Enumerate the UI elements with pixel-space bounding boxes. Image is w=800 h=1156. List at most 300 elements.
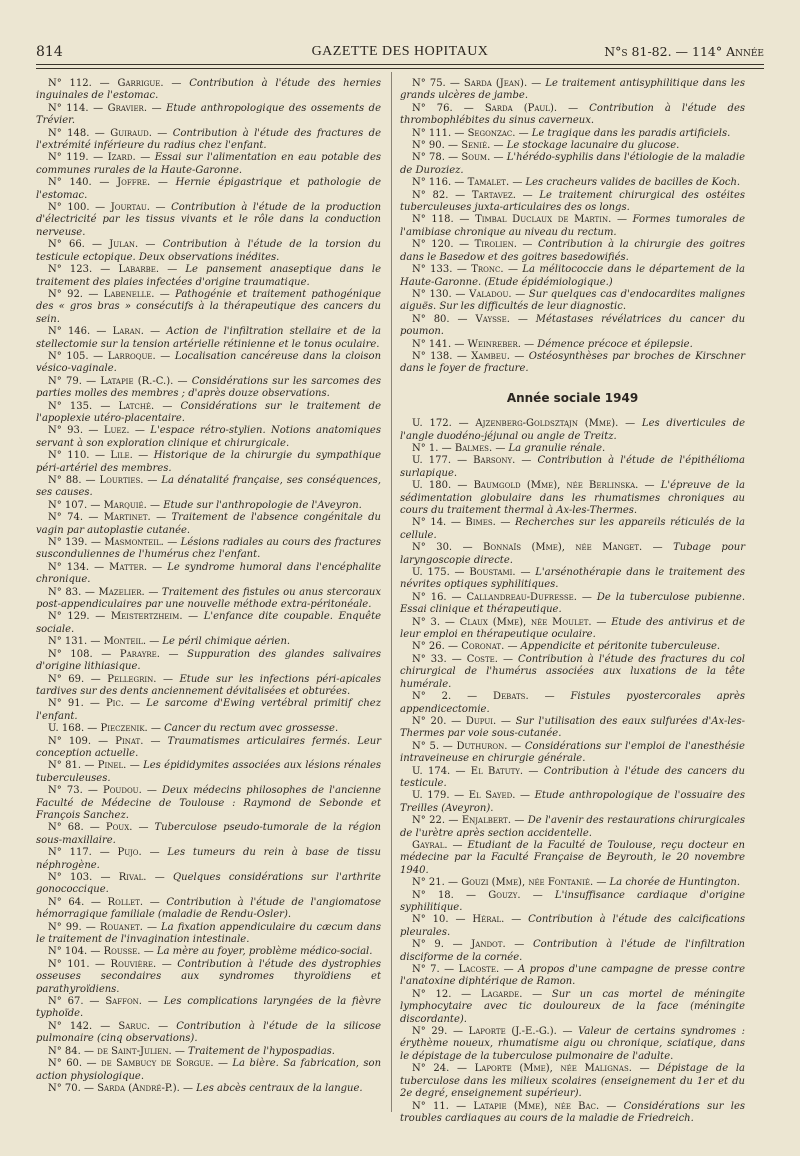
entry-num: N° 78. —	[412, 152, 459, 164]
thesis-entry	[36, 1058, 381, 1083]
thesis-entry	[400, 78, 745, 103]
entry-title: — Le syndrome humoral dans l'encéphalite chronique.	[36, 561, 381, 586]
thesis-entry	[400, 716, 745, 741]
entry-title: — Contribution à l'étude de la silicose pulmonaire (cinq observations).	[36, 1020, 381, 1045]
thesis-entry	[36, 177, 381, 202]
entry-title: — Les cracheurs valides de bacilles de Koch.	[512, 177, 741, 189]
thesis-entry	[36, 897, 381, 922]
thesis-entry	[400, 691, 745, 716]
thesis-entry	[400, 840, 745, 877]
entry-title: — La mélitococcie dans le département de la Haute-Garonne. (Etude épidémiologique.)	[400, 264, 745, 288]
entry-author: Lagarde.	[480, 988, 523, 1000]
entry-author: Bimes.	[465, 517, 496, 529]
thesis-entry	[400, 1101, 745, 1126]
entry-title: — Les tumeurs du rein à base de tissu néphrogène.	[36, 847, 381, 871]
entry-title: — Démence précoce et épilepsie.	[524, 338, 693, 350]
entry-num: N° 10. —	[412, 914, 466, 926]
entry-title: — Valeur de certains syndromes : érythème noueux, rhumatisme aigu ou chronique, sciatique, dans le dépistage de la tuberculose pulmonaire de l'adulte.	[400, 1026, 745, 1062]
entry-num: N° 33. —	[412, 653, 462, 665]
entry-num: N° 22. —	[412, 815, 459, 827]
entry-title: — Le tragique dans les paradis artificiels.	[518, 127, 731, 139]
entry-author: Rival.	[118, 872, 147, 883]
thesis-entry	[36, 922, 381, 947]
thesis-entry	[36, 326, 381, 351]
entry-num: N° 130. —	[412, 288, 466, 300]
thesis-entry	[36, 152, 381, 177]
entry-num: N° 20. —	[412, 715, 462, 727]
thesis-entry	[400, 1026, 745, 1063]
entry-title: — Considérations sur le traitement de l'apoplexie utéro-placentaire.	[36, 400, 381, 424]
thesis-entry	[400, 443, 745, 455]
entry-num: N° 91. —	[48, 698, 100, 710]
thesis-entry	[36, 401, 381, 426]
entry-num: N° 134. —	[48, 561, 105, 573]
entry-num: N° 90. —	[412, 140, 459, 152]
entry-author: Sarda (Paul).	[484, 102, 558, 114]
entry-title: — Dépistage de la tuberculose dans les milieux scolaires (enseignement du 1er et du 2e degré, enseignement supérieur).	[400, 1063, 746, 1100]
entry-title: — Contribution à l'étude des thrombophlébites du sinus caverneux.	[400, 102, 746, 127]
entry-num: N° 139. —	[48, 537, 101, 549]
thesis-entry	[36, 736, 381, 761]
entry-author: Matter.	[109, 561, 148, 573]
page-header	[36, 40, 764, 66]
entry-title: — Recherches sur les appareils réticulés de la cellule.	[400, 517, 745, 541]
thesis-entry	[36, 78, 381, 103]
entry-author: Jandot.	[471, 939, 506, 951]
entry-author: Tamalet.	[467, 177, 510, 189]
thesis-entry	[400, 890, 745, 915]
entry-author: Pinel.	[97, 760, 127, 772]
entry-num: N° 88. —	[48, 475, 96, 486]
entry-num: N° 24. —	[412, 1063, 467, 1075]
entry-title: — Le péril chimique aérien.	[149, 636, 291, 648]
entry-author: Labarbe.	[118, 264, 160, 276]
entry-title: — La granulie rénale.	[495, 442, 606, 454]
entry-author: Bonnaïs (Mme), née Manget.	[483, 542, 643, 554]
entry-title: — La mère au foyer, problème médico-social.	[143, 946, 373, 958]
thesis-entry	[400, 517, 745, 542]
thesis-entry	[36, 636, 381, 648]
entry-num: N° 119. —	[48, 152, 104, 164]
thesis-entry	[400, 103, 745, 128]
thesis-entry	[36, 425, 381, 450]
entry-author: Saffon.	[105, 996, 142, 1008]
entry-num: N° 18. —	[412, 889, 477, 901]
entry-author: Soum.	[461, 152, 491, 164]
entry-num: N° 12. —	[412, 988, 472, 1000]
entry-num: N° 81. —	[48, 760, 95, 772]
entry-author: Pujo.	[117, 847, 142, 859]
thesis-entry	[400, 177, 745, 189]
entry-title: — Le sarcome d'Ewing vertébral primitif chez l'enfant.	[36, 698, 381, 722]
right-column-bottom	[400, 418, 745, 1125]
entry-author: Gouzi (Mme), née Fontanié.	[461, 877, 594, 889]
thesis-entry	[36, 351, 381, 376]
entry-author: Parayre.	[119, 648, 160, 660]
entry-author: Coronat.	[461, 641, 505, 653]
entry-num: N° 69. —	[48, 673, 101, 685]
entry-title: — Le pansement anaseptique dans le traitement des plaies infectées d'origine traumatique.	[36, 264, 381, 288]
entry-author: Marquié.	[103, 499, 147, 511]
thesis-entry	[400, 314, 745, 339]
entry-title: — Localisation cancéreuse dans la cloison vésico-vaginale.	[36, 350, 382, 375]
entry-title: — L'hérédo-syphilis dans l'étiologie de la maladie de Duroziez.	[400, 152, 746, 176]
entry-num: N° 131. —	[48, 636, 101, 648]
entry-author: Pic.	[105, 698, 124, 710]
entry-title: — Considérations sur l'emploi de l'anesthésie intraveineuse en chirurgie générale.	[400, 740, 745, 765]
entry-author: de Saint-Julien.	[97, 1045, 172, 1057]
entry-author: Boustami.	[469, 567, 516, 579]
entry-author: Tirolien.	[474, 239, 517, 251]
header-rule	[36, 64, 764, 65]
entry-author: Xambeu.	[471, 350, 510, 362]
entry-num: N° 108. —	[48, 648, 112, 660]
entry-num: N° 7. —	[412, 964, 455, 976]
entry-author: Coste.	[466, 653, 498, 665]
entry-num: N° 93. —	[48, 425, 99, 437]
entry-author: Pinat.	[115, 735, 144, 747]
entry-num: N° 142. —	[48, 1020, 111, 1032]
entry-num: N° 100. —	[48, 202, 106, 214]
entry-title: — Traumatismes articulaires fermés. Leur conception actuelle.	[36, 735, 381, 759]
thesis-entry	[400, 542, 745, 567]
thesis-entry	[36, 475, 381, 500]
entry-num: N° 64. —	[48, 896, 101, 908]
entry-num: N° 110. —	[48, 450, 105, 462]
entry-num: N° 66. —	[48, 239, 103, 251]
entry-num: N° 141. —	[412, 338, 465, 350]
thesis-entry	[36, 202, 381, 239]
entry-title: — Tuberculose pseudo-tumorale de la région sous-maxillaire.	[36, 822, 381, 846]
entry-title: — Contribution à l'étude des hernies inguinales de l'estomac.	[36, 78, 381, 102]
entry-title: — Formes tumorales de l'amibiase chronique au niveau du rectum.	[400, 214, 746, 238]
entry-num: N° 67. —	[48, 996, 100, 1008]
entry-title: — Contribution à l'étude de l'angiomatose hémorragique familiale (maladie de Rendu-Osler).	[36, 896, 381, 921]
entry-num: N° 3. —	[412, 616, 455, 628]
entry-author: Senié.	[461, 140, 491, 152]
entry-author: Barsony.	[473, 455, 516, 467]
entry-author: Laporte (Mme), née Malignas.	[474, 1063, 632, 1075]
entry-title: — Hernie épigastrique et pathologie de l'estomac.	[36, 177, 382, 201]
entry-num: N° 14. —	[412, 517, 461, 529]
entry-title: — Contribution à l'étude des fractures de l'extrémité inférieure du radius chez l'enfant.	[36, 127, 382, 152]
thesis-entry	[36, 822, 381, 847]
entry-author: Gouzy.	[488, 889, 521, 901]
issue-number: N°s 81-82. — 114° Année	[604, 44, 764, 59]
entry-author: Luez.	[103, 425, 130, 437]
entry-num: N° 29. —	[412, 1026, 463, 1038]
entry-title: — La chorée de Huntington.	[596, 877, 740, 889]
header-rule-thin	[36, 68, 764, 69]
entry-author: Enjalbert.	[461, 815, 511, 827]
thesis-entry	[36, 500, 381, 512]
entry-title: — Sur quelques cas d'endocardites malignes aiguës. Sur les difficultés de leur diagnostic.	[400, 288, 745, 313]
entry-num: U. 179. —	[412, 790, 465, 802]
entry-author: Ajzenberg-Goldsztajn (Mme).	[475, 418, 619, 430]
entry-author: Latapie (Mme), née Bac.	[473, 1100, 600, 1112]
entry-author: Larroque.	[107, 350, 156, 362]
entry-author: Monteil.	[103, 636, 147, 648]
entry-num: N° 73. —	[48, 785, 98, 797]
entry-num: N° 104. —	[48, 946, 101, 958]
entry-num: N° 140. —	[48, 177, 110, 189]
entry-num: U. 180. —	[412, 480, 468, 492]
thesis-entry	[36, 562, 381, 587]
thesis-entry	[400, 989, 745, 1026]
entry-author: Balmes.	[454, 442, 493, 454]
entry-title: — Contribution à la chirurgie des goitres dans le Basedow et des goitres basedowifiés.	[400, 239, 745, 263]
entry-title: — Contribution à l'étude de la torsion du testicule ectopique. Deux observations inédites.	[36, 239, 381, 263]
entry-author: Lacoste.	[458, 964, 500, 976]
entry-num: N° 84. —	[48, 1045, 95, 1057]
entry-title: — Le traitement chirurgical des ostéites tuberculeuses juxta-articulaires des os longs.	[400, 189, 745, 214]
entry-num: N° 101. —	[48, 958, 106, 970]
entry-title: — Contribution à l'étude de la production d'électricité par les tissus vivants et le rôle dans la conduction nerveuse.	[36, 202, 382, 238]
entry-title: — Contribution à l'étude des dystrophies osseuses secondaires aux syndromes thyroïdiens et parathyroïdiens.	[36, 958, 382, 995]
entry-author: Rouvière.	[110, 958, 157, 970]
entry-author: Rousse.	[103, 946, 141, 958]
thesis-entry	[400, 152, 745, 177]
entry-title: — Contribution à l'étude de l'épithélioma surlapique.	[400, 455, 745, 479]
entry-num: N° 11. —	[412, 1100, 467, 1112]
entry-num: N° 92. —	[48, 288, 99, 300]
entry-title: — Considérations sur les sarcomes des parties molles des membres ; d'après douze observations.	[36, 375, 381, 400]
thesis-entry	[400, 239, 745, 264]
entry-num: N° 133. —	[412, 264, 467, 276]
entry-author: Rouanet.	[99, 921, 143, 933]
thesis-entry	[400, 128, 745, 140]
thesis-entry	[400, 264, 745, 289]
entry-author: Lourties.	[99, 475, 144, 486]
thesis-entry	[400, 1063, 745, 1100]
entry-title: — Etude anthropologique des ossements de Trévier.	[36, 102, 381, 127]
thesis-entry	[36, 649, 381, 674]
thesis-entry	[400, 214, 745, 239]
entry-title: — L'enfance dite coupable. Enquête sociale.	[36, 611, 381, 635]
entry-author: Poudou.	[102, 785, 142, 797]
entry-author: Martinet.	[103, 512, 151, 524]
entry-title: — L'arsénothérapie dans le traitement des névrites optiques syphilitiques.	[400, 567, 745, 591]
entry-title: — Suppuration des glandes salivaires d'origine lithiasique.	[36, 648, 381, 673]
entry-author: Weinreber.	[467, 338, 521, 350]
entry-title: — Fistules pyostercorales après appendicectomie.	[400, 691, 745, 715]
entry-num: N° 109. —	[48, 735, 109, 747]
thesis-entry	[400, 617, 745, 642]
entry-num: N° 129. —	[48, 611, 106, 623]
entry-author: Tartavez.	[471, 189, 516, 201]
entry-author: Duthuron.	[456, 740, 508, 752]
entry-author: Saruc.	[118, 1020, 151, 1032]
entry-title: — Appendicite et péritonite tuberculeuse.	[507, 641, 721, 653]
entry-author: Debats.	[493, 691, 529, 703]
entry-title: — La fixation appendiculaire du cæcum dans le traitement de l'invagination intestinale.	[36, 921, 381, 946]
thesis-entry	[400, 877, 745, 889]
entry-num: N° 148. —	[48, 127, 105, 139]
entry-num: N° 146. —	[48, 326, 107, 338]
page-number: 814	[36, 44, 63, 60]
section-title: Année sociale 1949	[506, 390, 639, 405]
thesis-entry	[36, 239, 381, 264]
thesis-entry	[400, 914, 745, 939]
entry-author: Sarda (Jean).	[463, 78, 528, 89]
entry-title: — Etude sur l'anthropologie de l'Aveyron.	[150, 499, 362, 511]
entry-author: Poux.	[105, 822, 133, 834]
entry-num: N° 75. —	[412, 78, 460, 89]
entry-num: U. 175. —	[412, 567, 465, 579]
entry-num: N° 120. —	[412, 239, 470, 251]
entry-author: de Sambucy de Sorgue.	[101, 1058, 214, 1070]
entry-author: Rollet.	[107, 896, 144, 908]
thesis-entry	[400, 351, 745, 376]
right-column	[400, 78, 745, 1125]
entry-title: — Ostéosynthèses par broches de Kirschner dans le foyer de fracture.	[400, 350, 746, 375]
entry-title: — L'insuffisance cardiaque d'origine syphilitique.	[400, 889, 746, 913]
entry-num: N° 68. —	[48, 822, 100, 834]
entry-title: — Traitement des fistules ou anus stercoraux post-appendiculaires par une nouvelle méthode extra-péritonéale.	[36, 586, 382, 611]
entry-author: Pellegrin.	[107, 673, 157, 685]
thesis-entry	[400, 140, 745, 152]
thesis-entry	[36, 289, 381, 326]
entry-author: Masmonteil.	[104, 537, 164, 549]
entry-title: — Tubage pour laryngoscopie directe.	[400, 542, 746, 566]
entry-num: N° 99. —	[48, 921, 96, 933]
entry-title: — Lésions radiales au cours des fractures susconduliennes de l'humérus chez l'enfant.	[36, 537, 382, 561]
entry-num: N° 112. —	[48, 78, 110, 89]
entry-author: Latché.	[118, 400, 155, 412]
entry-title: — Les épididymites associées aux lésions rénales tuberculeuses.	[36, 760, 381, 784]
entry-author: El Batuty.	[470, 765, 524, 777]
entry-title: — Contribution à l'étude des fractures du col chirurgical de l'humérus associées aux luxations de la tête humérale.	[400, 653, 745, 690]
thesis-entry	[400, 592, 745, 617]
entry-num: N° 114. —	[48, 102, 104, 114]
entry-title: — Les complications laryngées de la fièvre typhoïde.	[36, 996, 381, 1020]
thesis-entry	[36, 512, 381, 537]
entry-author: El Sayed.	[468, 790, 516, 802]
entry-num: N° 83. —	[48, 586, 95, 598]
thesis-entry	[36, 847, 381, 872]
entry-author: Julan.	[109, 239, 139, 251]
thesis-entry	[36, 128, 381, 153]
thesis-entry	[400, 339, 745, 351]
entry-title: — Traitement de l'absence congénitale du vagin par autoplastie cutanée.	[36, 512, 381, 536]
entry-num: N° 135. —	[48, 400, 111, 412]
thesis-entry	[36, 996, 381, 1021]
thesis-entry	[36, 674, 381, 699]
entry-title: — Quelques considérations sur l'arthrite gonococcique.	[36, 872, 381, 896]
entry-title: — Contribution à l'étude de l'infiltration disciforme de la cornée.	[400, 939, 745, 963]
entry-author: Héral.	[472, 914, 505, 926]
entry-title: — A propos d'une campagne de presse contre l'anatoxine diphtérique de Ramon.	[400, 964, 745, 988]
left-column	[36, 78, 381, 1095]
entry-title: — Métastases révélatrices du cancer du poumon.	[400, 313, 746, 338]
column-divider	[391, 72, 392, 1112]
entry-num: N° 117. —	[48, 847, 110, 859]
thesis-entry	[400, 641, 745, 653]
entry-num: N° 2. —	[412, 691, 478, 703]
entry-num: N° 123. —	[48, 264, 111, 276]
entry-title: — L'épreuve de la sédimentation globulaire dans les rhumatismes chroniques au cours du traitement thermal à Ax-les-Thermes.	[400, 480, 746, 516]
thesis-entry	[36, 450, 381, 475]
right-column-top	[400, 78, 745, 376]
thesis-entry	[400, 741, 745, 766]
entry-title: — Contribution à l'étude des calcifications pleurales.	[400, 914, 746, 938]
entry-author: Vaysse.	[475, 313, 510, 325]
entry-author: Laran.	[112, 326, 144, 338]
entry-title: — Cancer du rectum avec grossesse.	[150, 723, 339, 735]
thesis-entry	[400, 289, 745, 314]
thesis-entry	[400, 964, 745, 989]
entry-num: N° 9. —	[412, 939, 463, 951]
entry-num: N° 5. —	[412, 740, 453, 752]
thesis-entry	[36, 264, 381, 289]
thesis-entry	[36, 103, 381, 128]
entry-num: N° 76. —	[412, 102, 474, 114]
entry-title: — De l'avenir des restaurations chirurgicales de l'urètre après section accidentelle.	[400, 815, 746, 839]
entry-author: Tronc.	[471, 264, 504, 276]
entry-author: Jourtau.	[110, 202, 150, 214]
entry-title: — Le traitement antisyphilitique dans les grands ulcères de jambe.	[400, 78, 745, 102]
entry-author: Lile.	[110, 450, 133, 462]
entry-title: — Historique de la chirurgie du sympathique péri-artériel des membres.	[36, 450, 381, 474]
entry-author: Mazelier.	[98, 586, 145, 598]
entry-title: — Les abcès centraux de la langue.	[183, 1082, 363, 1094]
thesis-entry	[400, 418, 745, 443]
thesis-entry	[36, 611, 381, 636]
entry-title: — Deux médecins philosophes de l'ancienne Faculté de Médecine de Toulouse : Raymond de Sebonde et François Sanchez.	[36, 785, 381, 821]
entry-num: U. 172. —	[412, 418, 469, 430]
entry-num: N° 21. —	[412, 877, 459, 889]
thesis-entry	[400, 766, 745, 791]
thesis-entry	[36, 587, 381, 612]
entry-num: N° 16. —	[412, 591, 462, 603]
entry-num: N° 79. —	[48, 375, 97, 387]
entry-author: Meistertzheim.	[110, 611, 183, 623]
entry-num: N° 26. —	[412, 641, 459, 653]
entry-author: Dupui.	[465, 715, 497, 727]
entry-num: N° 111. —	[412, 127, 465, 139]
thesis-entry	[36, 959, 381, 996]
thesis-entry	[400, 654, 745, 691]
entry-title: — Etudiant de la Faculté de Toulouse, reçu docteur en médecine par la Faculté Française de Beyrouth, le 20 novembre 1940.	[400, 839, 745, 876]
entry-title: — La dénatalité française, ses conséquences, ses causes.	[36, 475, 381, 499]
thesis-entry	[400, 790, 745, 815]
entry-title: — Considérations sur les troubles cardiaques au cours de la maladie de Friedreich.	[400, 1100, 746, 1124]
entry-num: N° 30. —	[412, 542, 473, 554]
entry-num: N° 70. —	[48, 1082, 95, 1094]
entry-title: — Traitement de l'hypospadias.	[174, 1045, 335, 1057]
entry-author: Baumgold (Mme), née Berlinska.	[473, 480, 639, 492]
entry-author: Claux (Mme), née Moulet.	[459, 616, 592, 628]
entry-title: — Essai sur l'alimentation en eau potable des communes rurales de la Haute-Garonne.	[36, 152, 381, 176]
entry-title: — Etude anthropologique de l'ossuaire des Treilles (Aveyron).	[400, 790, 745, 814]
entry-num: N° 103. —	[48, 872, 111, 883]
thesis-entry	[36, 723, 381, 735]
entry-title: — Etude des antivirus et de leur emploi en thérapeutique oculaire.	[400, 616, 745, 641]
entry-num: N° 82. —	[412, 189, 466, 201]
thesis-entry	[400, 567, 745, 592]
journal-title: GAZETTE DES HOPITAUX	[311, 44, 489, 59]
entry-author: Garrigue.	[117, 78, 164, 89]
entry-author: Callandreau-Dufresse.	[466, 591, 577, 603]
entry-author: Laporte (J.-E.-G.).	[468, 1026, 557, 1038]
entry-num: N° 1. —	[412, 442, 452, 454]
entry-title: — Sur un cas mortel de méningite lymphocytaire avec tic douloureux de la face (méningite discordante).	[400, 988, 745, 1025]
entry-num: N° 74. —	[48, 512, 99, 524]
entry-author: Timbal Duclaux de Martin.	[475, 214, 612, 226]
entry-author: Izard.	[107, 152, 136, 164]
thesis-entry	[400, 815, 745, 840]
entry-author: Gayral.	[412, 839, 448, 851]
